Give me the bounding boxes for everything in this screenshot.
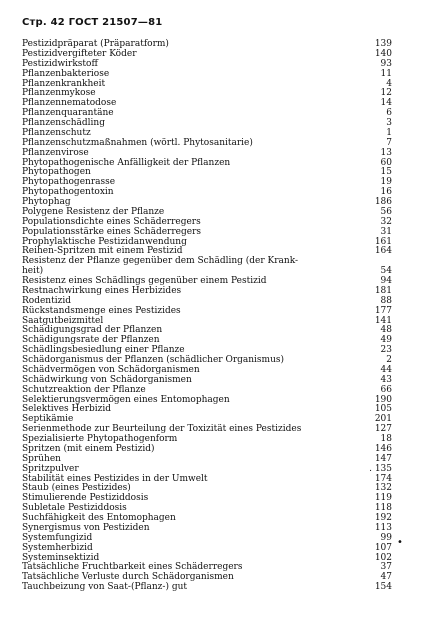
- index-number: 164: [374, 246, 392, 257]
- index-term: Pflanzenbakteriose: [22, 68, 110, 79]
- index-number: 13: [380, 147, 392, 158]
- index-term: Schädlingsbesiedlung einer Pflanze: [22, 345, 185, 356]
- index-term: Pflanzennematodose: [22, 98, 117, 109]
- index-number: 174: [374, 473, 392, 484]
- index-term: Stimulierende Pestiziddosis: [22, 493, 149, 504]
- index-number: 66: [380, 384, 392, 395]
- index-number: 201: [374, 414, 392, 425]
- index-term: Subletale Pestiziddosis: [22, 503, 127, 514]
- index-entry: [22, 257, 392, 267]
- index-number: 132: [374, 483, 392, 494]
- index-number: 102: [374, 552, 392, 563]
- index-term: Systeminsektizid: [22, 552, 100, 563]
- index-entry: [22, 287, 392, 297]
- index-number: 190: [374, 394, 392, 405]
- index-number: 44: [380, 364, 392, 375]
- index-term: Polygene Resistenz der Pflanze: [22, 206, 165, 217]
- index-number: 139: [374, 39, 392, 49]
- index-number: 140: [374, 48, 392, 59]
- index-number: 2: [386, 355, 392, 365]
- index-term: Pflanzenschutzmaßnahmen (wörtl. Phytosanitarie): [22, 137, 253, 148]
- index-number: 56: [380, 206, 392, 217]
- index-number: 127: [374, 424, 392, 435]
- index-number: 4: [386, 78, 392, 89]
- index-term: Selektives Herbizid: [22, 404, 112, 415]
- index-term: Systemherbizid: [22, 542, 93, 553]
- index-number: 19: [380, 177, 392, 188]
- index-term: Synergismus von Pestiziden: [22, 522, 150, 533]
- index-number: 105: [374, 404, 392, 415]
- glossary-index-list: [22, 40, 392, 593]
- index-term: Schädwirkung von Schädorganismen: [22, 374, 192, 385]
- index-number: 60: [380, 157, 392, 168]
- index-number: 192: [374, 513, 392, 523]
- index-term: Pestizidpräparat (Präparatform): [22, 39, 169, 49]
- margin-bullet: •: [397, 537, 403, 548]
- index-number: 32: [380, 216, 392, 227]
- index-term: Staub (eines Pestizides): [22, 483, 131, 494]
- index-number: 7: [386, 137, 392, 148]
- index-number: 119: [374, 493, 392, 504]
- index-term: Restnachwirkung eines Herbizides: [22, 285, 182, 296]
- index-term: Rodentizid: [22, 295, 71, 306]
- index-term: Phytopathogentoxin: [22, 187, 114, 198]
- index-number: 48: [380, 325, 392, 336]
- index-term: Pestizidwirkstoff: [22, 58, 98, 69]
- index-number: 113: [374, 522, 392, 533]
- index-number: 1: [386, 127, 392, 138]
- index-term: Stabilität eines Pestizides in der Umwelt: [22, 473, 208, 484]
- index-term: Tauchbeizung von Saat-(Pflanz-) gut: [22, 582, 188, 593]
- index-entry: [22, 583, 392, 593]
- page-header: Стр. 42 ГОСТ 21507—81: [22, 17, 163, 28]
- index-term: Phytopathogen: [22, 167, 91, 178]
- index-term: Septikämie: [22, 414, 74, 425]
- index-number: 23: [380, 345, 392, 356]
- index-term: Saatgutbeizmittel: [22, 315, 104, 326]
- index-term: Pestizidvergifteter Köder: [22, 48, 137, 59]
- index-term: Pflanzenquarantäne: [22, 108, 114, 119]
- index-number: 88: [380, 295, 392, 306]
- index-term: Pflanzenschädling: [22, 118, 105, 128]
- index-number: 15: [380, 167, 392, 178]
- index-term: Reihen-Spritzen mit einem Pestizid: [22, 246, 183, 257]
- index-number: 146: [374, 443, 392, 454]
- index-number: 186: [374, 197, 392, 207]
- index-term: Serienmethode zur Beurteilung der Toxizität eines Pestizides: [22, 424, 302, 435]
- index-term: Prophylaktische Pestizidanwendung: [22, 236, 187, 247]
- index-term: Schädorganismus der Pflanzen (schädlicher Organismus): [22, 355, 285, 365]
- index-number: 154: [374, 582, 392, 593]
- index-term: Schädvermögen von Schädorganismen: [22, 364, 200, 375]
- index-term: Schutzreaktion der Pflanze: [22, 384, 146, 395]
- index-number: 16: [380, 187, 392, 198]
- index-term: Pflanzenschutz: [22, 127, 91, 138]
- index-term: Populationsdichte eines Schäderregers: [22, 216, 201, 227]
- index-number: 43: [380, 374, 392, 385]
- index-term: heit): [22, 266, 44, 277]
- index-term: Sprühen: [22, 453, 61, 464]
- index-number: 118: [374, 503, 392, 514]
- index-term: Schädigungsrate der Pflanzen: [22, 335, 160, 346]
- index-entry: [22, 405, 392, 415]
- index-number: 93: [380, 58, 392, 69]
- index-number: 177: [374, 305, 392, 316]
- index-term: Pflanzenkrankheit: [22, 78, 106, 89]
- index-number: 6: [386, 108, 392, 119]
- index-number: 12: [380, 88, 392, 99]
- index-term: Phytophag: [22, 197, 71, 207]
- index-number: 54: [380, 266, 392, 277]
- index-number: 3: [386, 118, 392, 128]
- index-term: Tatsächliche Fruchtbarkeit eines Schäderregers: [22, 562, 243, 573]
- index-number: 31: [380, 226, 392, 237]
- index-term: Phytopathogenrasse: [22, 177, 116, 188]
- index-number: 181: [374, 285, 392, 296]
- index-number: 107: [374, 542, 392, 553]
- index-term: Resistenz der Pflanze gegenüber dem Schädling (der Krank-: [22, 256, 299, 267]
- index-number: 94: [380, 276, 392, 286]
- index-term: Resistenz eines Schädlings gegenüber einem Pestizid: [22, 276, 267, 286]
- index-term: Selektierungsvermögen eines Entomophagen: [22, 394, 230, 405]
- index-entry: [22, 445, 392, 455]
- index-term: Suchfähigkeit des Entomophagen: [22, 513, 176, 523]
- index-number: 18: [380, 434, 392, 444]
- index-term: Schädigungsgrad der Pflanzen: [22, 325, 163, 336]
- index-term: Pflanzenmykose: [22, 88, 96, 99]
- index-term: Populationsstärke eines Schäderregers: [22, 226, 201, 237]
- index-number: 99: [380, 532, 392, 543]
- index-term: Spezialisierte Phytopathogenform: [22, 434, 178, 444]
- index-number: 47: [380, 572, 392, 583]
- index-number: 161: [374, 236, 392, 247]
- index-number: 37: [380, 562, 392, 573]
- index-term: Tatsächliche Verluste durch Schädorganismen: [22, 572, 234, 583]
- index-entry: [22, 188, 392, 198]
- index-term: Spritzen (mit einem Pestizid): [22, 443, 155, 454]
- index-term: Phytopathogenische Anfälligkeit der Pflanzen: [22, 157, 231, 168]
- index-number: 11: [380, 68, 392, 79]
- index-number: 141: [374, 315, 392, 326]
- index-term: Pflanzenvirose: [22, 147, 89, 158]
- index-number: 14: [380, 98, 392, 109]
- index-term: Rückstandsmenge eines Pestizides: [22, 305, 181, 316]
- index-number: . 135: [369, 463, 392, 474]
- index-number: 49: [380, 335, 392, 346]
- index-term: Spritzpulver: [22, 463, 79, 474]
- index-term: Systemfungizid: [22, 532, 93, 543]
- index-number: 147: [374, 453, 392, 464]
